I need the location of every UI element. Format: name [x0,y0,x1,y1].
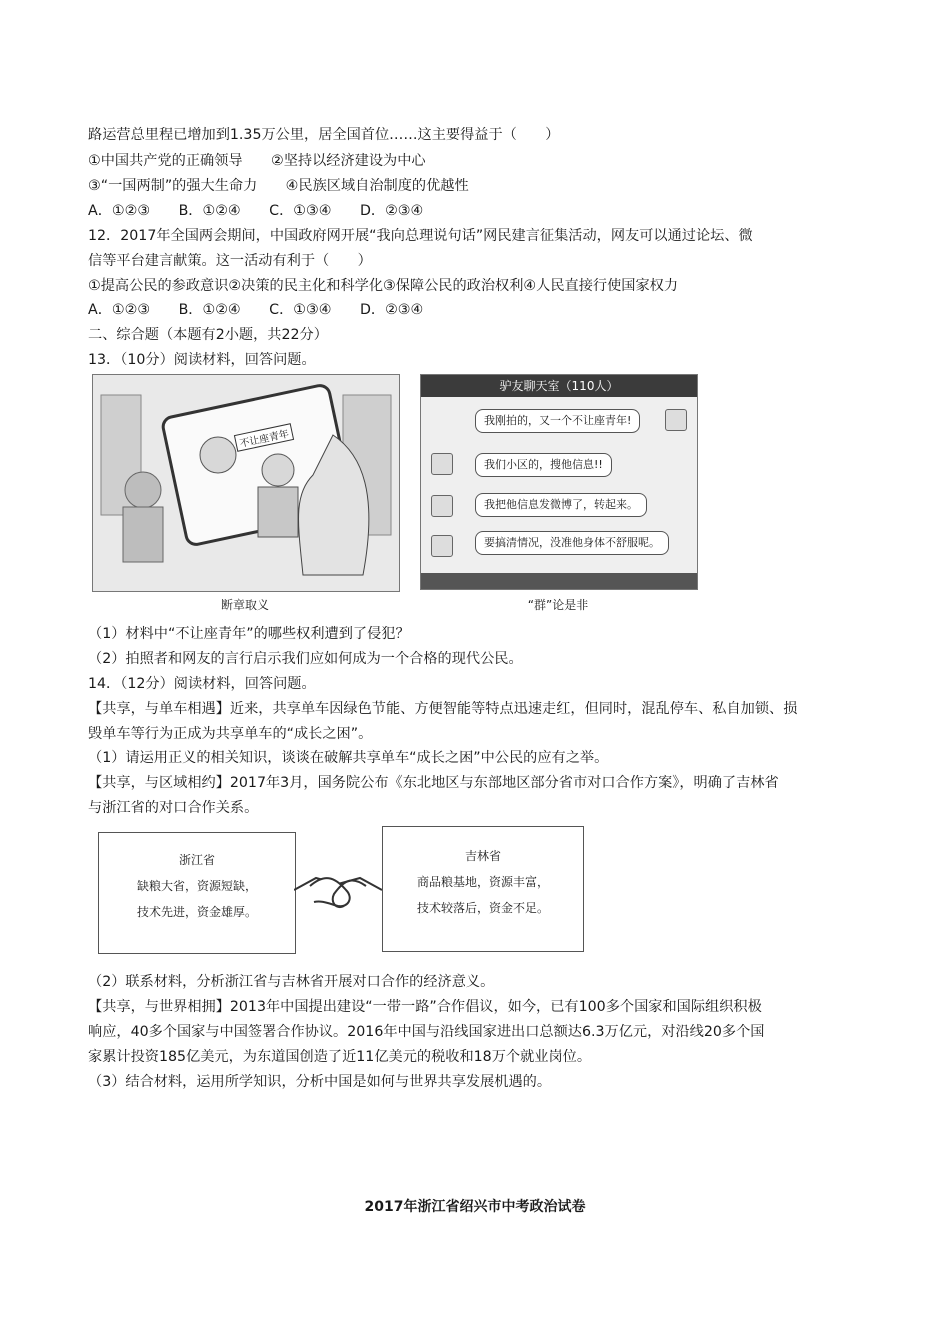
cartoon-right-caption: “群”论是非 [527,598,589,612]
q14-sub2: （2）联系材料，分析浙江省与吉林省开展对口合作的经济意义。 [88,974,495,990]
zhejiang-box [98,832,296,954]
q14-para2-line2: 与浙江省的对口合作关系。 [88,800,259,816]
avatar [431,453,453,475]
q11-line1: 路运营总里程已增加到1.35万公里，居全国首位……这主要得益于（ ） [88,127,560,143]
jilin-box [382,826,584,952]
q11-option-c: C．①③④ [269,203,332,219]
section2-heading: 二、综合题（本题有2小题，共22分） [88,327,328,343]
chat-input-bar [421,573,697,589]
q11-option-d: D．②③④ [359,203,424,219]
sign-text: 不让座青年 [234,423,294,452]
q13-stem: 13．（10分）阅读材料，回答问题。 [88,352,316,368]
jilin-line2: 技术较落后，资金不足。 [416,901,549,915]
q14-para2-line1: 【共享，与区域相约】2017年3月，国务院公布《东北地区与东部地区部分省市对口合作方案》，明确了吉林省 [88,775,779,791]
q14-sub3: （3）结合材料，运用所学知识，分析中国是如何与世界共享发展机遇的。 [88,1074,552,1090]
page-title: 2017年浙江省绍兴市中考政治试卷 [364,1199,586,1215]
q14-para1-line1: 【共享，与单车相遇】近来，共享单车因绿色节能、方便智能等特点迅速走红，但同时，混乱停车、私自加锁、损 [88,701,798,717]
q11-line3: ③“一国两制”的强大生命力 ④民族区域自治制度的优越性 [88,178,469,194]
q12-option-c: C．①③④ [269,302,332,318]
q11-option-a: A．①②③ [88,203,151,219]
chat-message-2: 我们小区的，搜他信息!! [475,453,612,477]
zhejiang-line2: 技术先进，资金雄厚。 [136,905,257,919]
chat-message-4: 要搞清情况，没准他身体不舒服呢。 [475,531,669,555]
chat-message-3: 我把他信息发微博了，转起来。 [475,493,647,517]
q13-sub2: （2）拍照者和网友的言行启示我们应如何成为一个合格的现代公民。 [88,651,523,667]
avatar [431,495,453,517]
cartoon-left-caption: 断章取义 [220,598,269,612]
q12-option-d: D．②③④ [359,302,424,318]
cartoon-bus-image [92,374,400,592]
q12-line2: 信等平台建言献策。这一活动有利于（ ） [88,253,372,269]
avatar [665,409,687,431]
q12-line3: ①提高公民的参政意识②决策的民主化和科学化③保障公民的政治权利④人民直接行使国家权力 [88,278,679,294]
q11-line2: ①中国共产党的正确领导 ②坚持以经济建设为中心 [88,153,426,169]
zhejiang-name: 浙江省 [178,853,215,867]
q12-option-a: A．①②③ [88,302,151,318]
q12-line1: 12．2017年全国两会期间，中国政府网开展“我向总理说句话”网民建言征集活动，网友可以通过论坛、微 [88,228,753,244]
chat-header: 驴友聊天室（110人） [421,375,697,397]
jilin-name: 吉林省 [464,849,501,863]
avatar [431,535,453,557]
q14-para3-line2: 响应，40多个国家与中国签署合作协议。2016年中国与沿线国家进出口总额达6.3万亿元，对沿线20多个国 [88,1024,765,1040]
bus-scene-drawing [93,375,399,591]
handshake-icon [294,850,382,930]
zhejiang-line1: 缺粮大省，资源短缺， [136,879,257,893]
chat-screen-image [420,374,698,590]
jilin-line1: 商品粮基地，资源丰富， [416,875,549,889]
q12-option-b: B．①②④ [178,302,241,318]
q14-para3-line3: 家累计投资185亿美元，为东道国创造了近11亿美元的税收和18万个就业岗位。 [88,1049,592,1065]
q11-option-b: B．①②④ [178,203,241,219]
q14-stem: 14．（12分）阅读材料，回答问题。 [88,676,316,692]
chat-message-1: 我刚拍的，又一个不让座青年! [475,409,640,433]
q13-sub1: （1）材料中“不让座青年”的哪些权利遭到了侵犯？ [88,626,410,642]
q12-options [88,298,868,322]
q14-sub1: （1）请运用正义的相关知识，谈谈在破解共享单车“成长之困”中公民的应有之举。 [88,750,609,766]
q14-para3-line1: 【共享，与世界相拥】2013年中国提出建设“一带一路”合作倡议，如今，已有100多个国家和国际组织积极 [88,999,762,1015]
q11-options [88,199,868,223]
q14-para1-line2: 毁单车等行为正成为共享单车的“成长之困”。 [88,726,373,742]
